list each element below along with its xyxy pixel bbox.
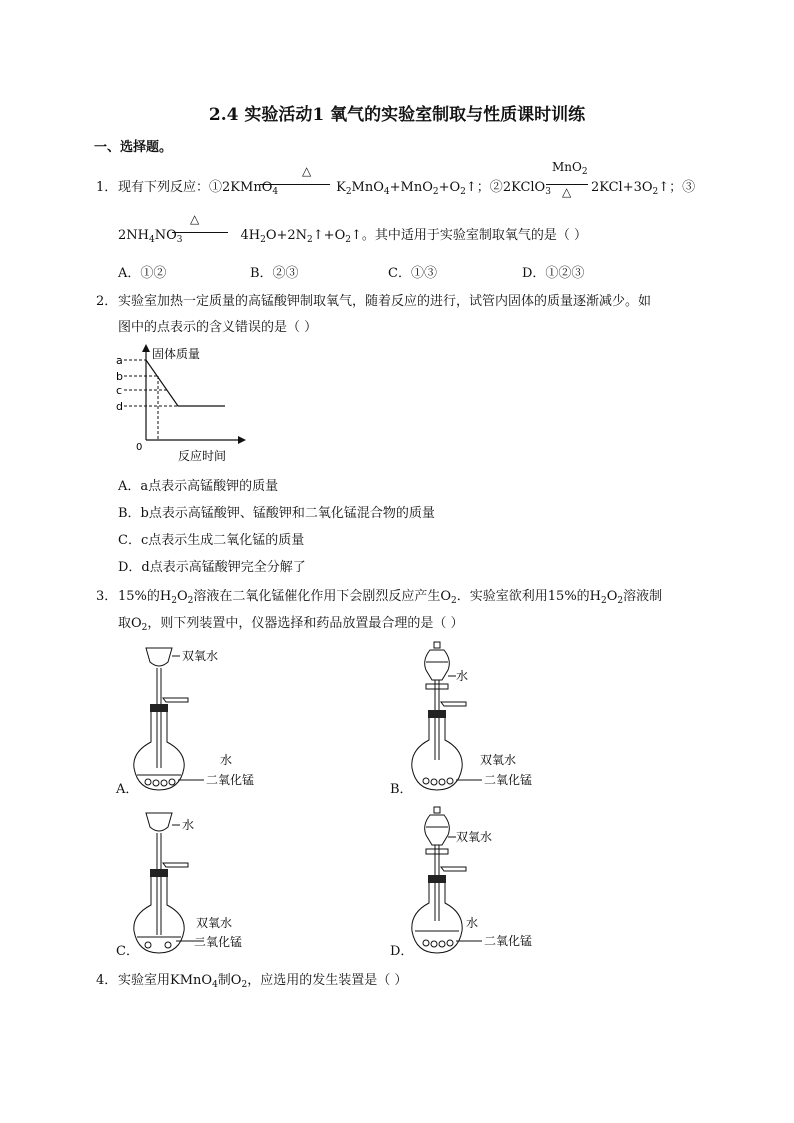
reaction-index: ③ [682,180,696,195]
delivery-tube [441,867,466,871]
option-b[interactable]: B．②③ [250,266,299,281]
subscript: 2 [171,596,177,606]
apparatus-b-letter[interactable]: B． [390,782,413,797]
question-text: 实验室加热一定质量的高锰酸钾制取氧气，随着反应的进行，试管内固体的质量逐渐减少。如 [118,294,652,309]
product: K [336,180,346,195]
option-d[interactable]: D．d点表示高锰酸钾完全分解了 [118,560,306,575]
text: O [176,589,188,604]
solid-particle [145,779,151,785]
delivery-tube [163,863,188,867]
reaction-arrow [260,184,330,185]
subscript: 2 [260,235,266,245]
subscript: 2 [460,187,466,197]
subscript: 4 [272,187,279,197]
option-a[interactable]: A．a点表示高锰酸钾的质量 [118,479,279,494]
subscript: 2 [652,187,659,197]
subscript: 2 [581,167,588,177]
subscript: 2 [345,235,351,245]
text: 15%的H [118,589,172,604]
subscript: 4 [148,235,155,245]
apparatus-a[interactable] [110,640,290,800]
solid-particle [169,779,175,785]
solid-particle [439,779,445,785]
question-text: 图中的点表示的含义错误的是（ ） [118,320,318,335]
funnel-stopper [434,642,440,648]
question-number: 2． [96,294,118,309]
question-text [118,969,407,990]
subscript: 2 [451,596,457,606]
top-label: 水 [456,669,469,683]
point-c-label: c [116,384,123,397]
solid-particle [447,778,453,784]
bottom-label: 二氧化锰 [484,773,533,787]
option-a[interactable]: A．①② [118,266,167,281]
subscript: 2 [241,980,248,990]
solid-particle [423,778,429,784]
solid-particle [431,779,437,785]
solid-particle [447,940,453,946]
apparatus-c-letter[interactable]: C． [116,944,139,959]
option-b[interactable]: B．b点表示高锰酸钾、锰酸钾和二氧化锰混合物的质量 [118,506,435,521]
product: +O [438,180,461,195]
separatory-funnel [425,650,450,680]
option-d[interactable]: D．①②③ [522,266,585,281]
x-axis-label: 反应时间 [178,449,227,463]
text: ，则下列装置中，仪器选择和药品放置最合理的是（ ） [147,616,464,631]
mid-label: 水 [220,753,233,767]
reactant: 2KMnO [222,180,273,195]
question-1-line-1 [118,176,695,197]
product: MnO [351,180,384,195]
question-lead: 现有下列反应： [118,180,210,195]
solid-particle [153,780,159,786]
subscript: 2 [432,187,439,197]
condition-catalyst [552,160,588,177]
stopcock [426,849,448,854]
question-text [118,585,662,606]
catalyst: MnO [552,160,582,174]
apparatus-a-drawing [110,640,290,800]
solid-particle [161,780,167,786]
subscript: 3 [176,235,183,245]
product: +MnO [389,180,433,195]
option-c[interactable]: C．①③ [388,266,437,281]
round-flask [412,718,462,790]
question-number: 1． [96,180,118,195]
mass-time-graph [110,342,260,467]
delivery-tube [441,702,466,706]
round-flask [134,877,184,953]
reaction-index: ① [209,180,223,195]
product: ↑； [658,180,683,195]
point-a-label: a [116,354,123,367]
option-c[interactable]: C．c点表示生成二氧化锰的质量 [118,533,305,548]
text: 制O [217,973,242,988]
product: 2KCl+3O [590,180,653,195]
product: O+2N [265,228,308,243]
mid-label: 水 [466,916,479,930]
x-axis-arrow [238,436,246,444]
text: O [606,589,618,604]
long-neck-funnel [146,813,172,831]
solid-particle [431,941,437,947]
condition-heat: △ [190,212,200,226]
bottom-label: 二氧化锰 [194,935,243,949]
reactant: NO [154,228,177,243]
text: ，应选用的发生装置是（ ） [247,973,408,988]
solid-particle [145,942,151,948]
product: ↑+O [312,228,346,243]
subscript: 2 [141,623,148,633]
bottom-label: 二氧化锰 [484,934,533,948]
top-label: 水 [182,818,195,832]
text: 溶液在二氧化锰催化作用下会剧烈反应产生O [193,589,452,604]
product: ↑。其中适用于实验室制取氧气的是（ ） [350,228,587,243]
top-label: 双氧水 [182,649,219,663]
y-axis-arrow [142,344,150,352]
section-heading: 一、选择题。 [94,140,173,155]
apparatus-d-letter[interactable]: D． [390,944,414,959]
point-d-label: d [116,400,123,413]
y-axis-label: 固体质量 [152,347,201,361]
solid-particle [423,940,429,946]
round-flask [134,712,184,790]
delivery-tube [163,698,188,702]
stopcock [426,684,448,689]
mid-label: 双氧水 [480,753,517,767]
condition-heat: △ [302,164,312,178]
subscript: 3 [545,187,551,197]
question-1-line-2 [118,224,587,245]
condition-heat: △ [562,185,572,199]
solid-particle [439,941,445,947]
subscript: 2 [307,235,313,245]
stopper [428,875,446,883]
text: 实验室用KMnO [118,973,213,988]
solid-particle [165,942,171,948]
reactant: 2KClO [502,180,546,195]
subscript: 2 [617,596,624,606]
funnel-stopper [434,807,440,813]
apparatus-b-drawing [390,640,570,800]
bottom-label: 二氧化锰 [206,773,255,787]
text: 取O [118,616,142,631]
subscript: 4 [383,187,390,197]
question-number: 4． [96,973,118,988]
separatory-funnel [425,815,450,845]
apparatus-d[interactable] [390,805,570,965]
text: ．实验室欲利用15%的H [456,589,602,604]
subscript: 2 [601,596,607,606]
top-label: 双氧水 [456,830,493,844]
apparatus-a-letter[interactable]: A． [116,782,139,797]
product: ↑； [465,180,490,195]
reactant: 2NH [118,228,149,243]
question-text [118,612,464,633]
page-title: 2.4 实验活动1 氧气的实验室制取与性质课时训练 [208,105,586,125]
question-number: 3． [96,589,118,604]
stopper [150,869,168,877]
apparatus-d-drawing [390,805,570,965]
reaction-index: ② [489,180,503,195]
stopper [150,704,168,712]
product: 4H [240,228,261,243]
long-neck-funnel [146,648,172,666]
subscript: 2 [187,596,194,606]
mid-label: 双氧水 [196,916,233,930]
text: 溶液制 [623,589,663,604]
stopper [428,710,446,718]
origin-label: 0 [136,442,143,453]
subscript: 4 [212,980,218,990]
apparatus-b[interactable] [390,640,570,800]
point-b-label: b [116,370,123,383]
reaction-arrow [172,232,228,233]
subscript: 2 [345,187,352,197]
